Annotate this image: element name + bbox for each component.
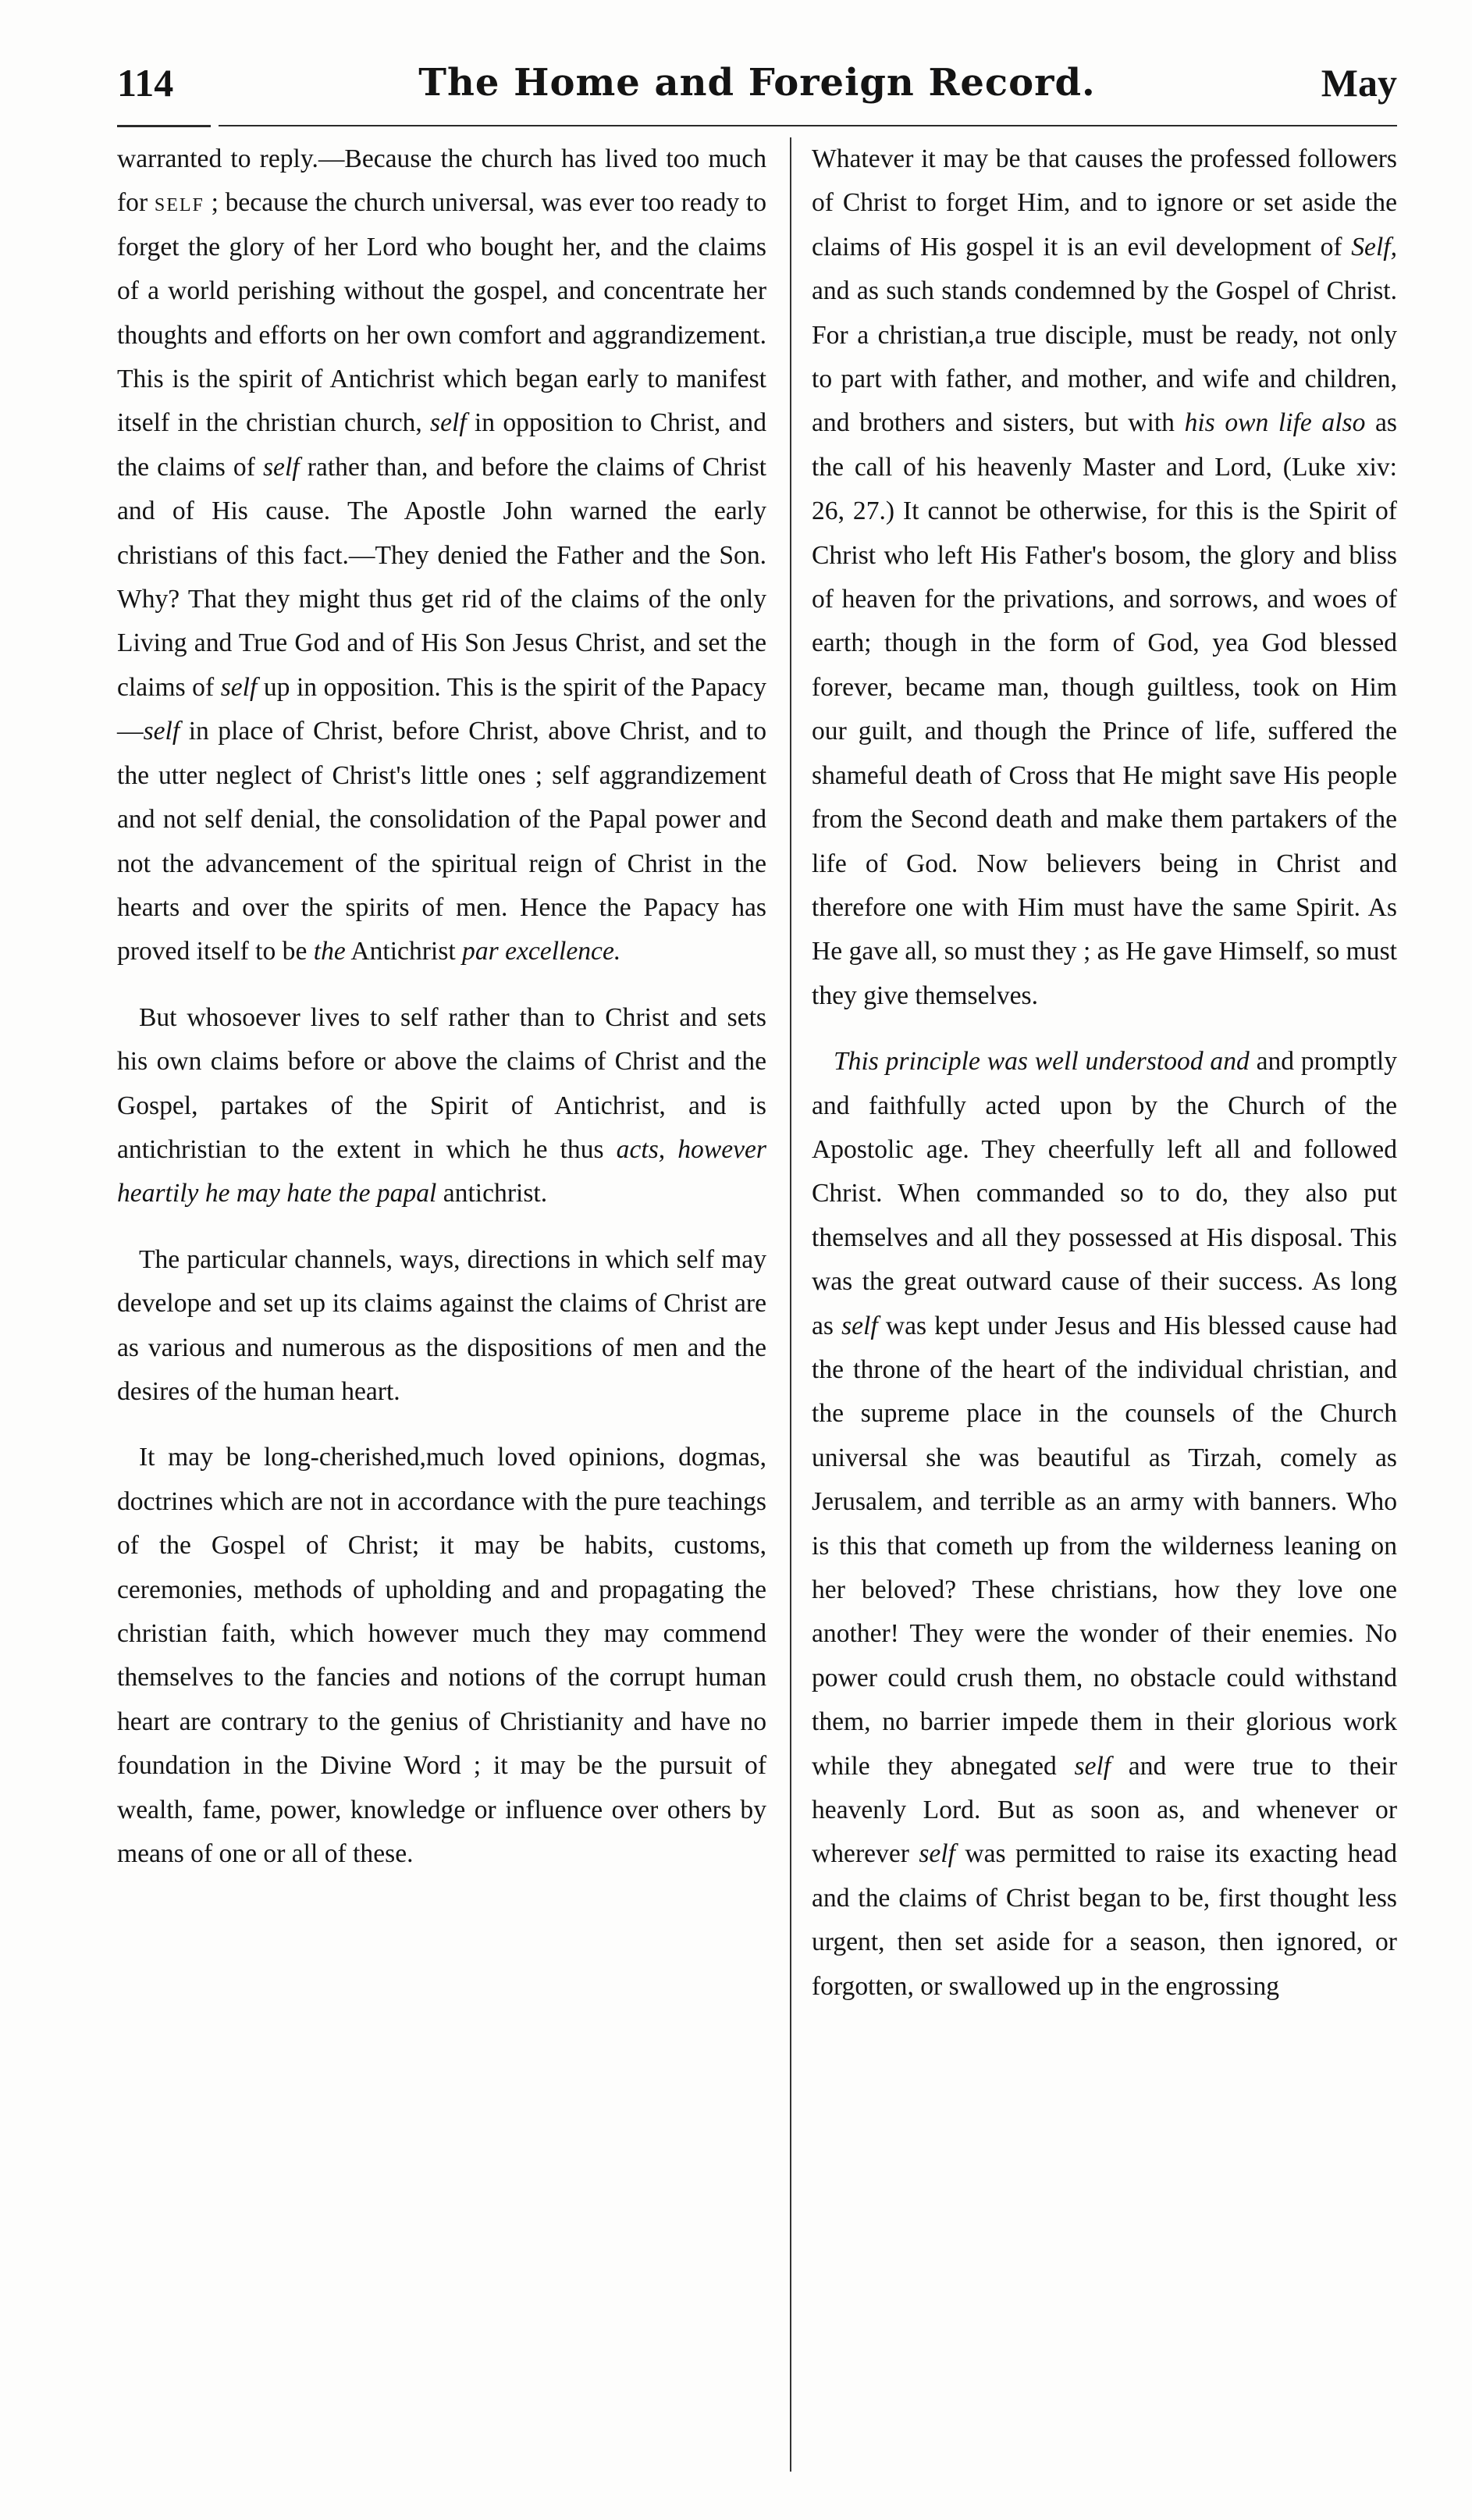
right-paragraph-1: Whatever it may be that causes the professed followers of Christ to forget Him, and to ignore or set aside the claims of His gospel it is an evil development of Self, and as such stands condemned by the Gospel of Christ. For a christian,a true disciple, must be ready, not only to part with father, and mother, and wife and children, and brothers and sisters, but with his own life also as the call of his heavenly Master and Lord, (Luke xiv: 26, 27.) It cannot be otherwise, for this is the Spirit of Christ who left His Father's bosom, the glory and bliss of heaven for the privations, and sorrows, and woes of earth; though in the form of God, yea God blessed forever, became man, though guiltless, took on Him our guilt, and though the Prince of life, suffered the shameful death of Cross that He might save His people from the Second death and make them partakers of the life of God. Now believers being in Christ and therefore one with Him must have the same Spirit. As He gave all, so must they ; as He gave Himself, so must they give themselves. xyxy=(812,144,1397,1010)
running-title: The Home and Foreign Record. xyxy=(418,61,1096,105)
left-paragraph-4: It may be long-cherished,much loved opinions, dogmas, doctrines which are not in accordance with the pure teachings of the Gospel of Christ; it may be habits, customs, ceremonies, methods of upholding and and propagating the christian faith, which however much they may commend themselves to the fancies and notions of the corrupt human heart are contrary to the genius of Christianity and have no foundation in the Divine Word ; it may be the pursuit of wealth, fame, power, knowledge or influence over others by means of one or all of these. xyxy=(117,1443,766,1869)
issue-month: May xyxy=(1321,61,1397,105)
left-paragraph-2: But whosoever lives to self rather than to Christ and sets his own claims before or above the claims of Christ and the Gospel, partakes of the Spirit of Antichrist, and is antichristian to the extent in which he thus acts, however heartily he may hate the papal antichrist. xyxy=(117,1002,766,1208)
page-header xyxy=(117,52,1397,114)
right-paragraph-2: This principle was well understood and and promptly and faithfully acted upon by the Church of the Apostolic age. They cheerfully left all and followed Christ. When commanded so to do, they also put themselves and all they possessed at His disposal. This was the great outward cause of their success. As long as self was kept under Jesus and His blessed cause had the throne of the heart of the individual christian, and the supreme place in the counsels of the Church universal she was beautiful as Tirzah, comely as Jerusalem, and terrible as an army with banners. Who is this that cometh up from the wilderness leaning on her beloved? These christians, how they love one another! They were the wonder of their enemies. No power could crush them, no obstacle could withstand them, no barrier impede them in their glorious work while they abnegated self and were true to their heavenly Lord. But as soon as, and whenever or wherever self was permitted to raise its exacting head and the claims of Christ began to be, first thought less urgent, then set aside for a season, then ignored, or forgotten, or swallowed up in the engrossing xyxy=(812,1047,1398,2001)
left-paragraph-3: The particular channels, ways, directions in which self may develope and set up its claims against the claims of Christ are as various and numerous as the dispositions of men and the desires of the human heart. xyxy=(117,1244,766,1406)
column-divider xyxy=(790,137,791,2472)
left-paragraph-1: warranted to reply.—Because the church has lived too much for self ; because the church universal, was ever too ready to forget the glory of her Lord who bought her, and the claims of a world perishing without the gospel, and concentrate her thoughts and efforts on her own comfort and aggrandizement. This is the spirit of Antichrist which began early to manifest itself in the christian church, self in opposition to Christ, and the claims of self rather than, and before the claims of Christ and of His cause. The Apostle John warned the early christians of this fact.—They denied the Father and the Son. Why? That they might thus get rid of the claims of the only Living and True God and of His Son Jesus Christ, and set the claims of self up in opposition. This is the spirit of the Papacy—self in place of Christ, before Christ, above Christ, and to the utter neglect of Christ's little ones ; self aggrandizement and not self denial, the consolidation of the Papal power and not the advancement of the spiritual reign of Christ in the hearts and over the spirits of men. Hence the Papacy has proved itself to be the Antichrist par excellence. xyxy=(117,144,767,966)
header-rule xyxy=(219,125,1397,126)
right-column xyxy=(812,137,1397,2031)
left-column xyxy=(117,137,766,1898)
page-number: 114 xyxy=(117,61,174,105)
header-rule-short xyxy=(117,125,211,127)
